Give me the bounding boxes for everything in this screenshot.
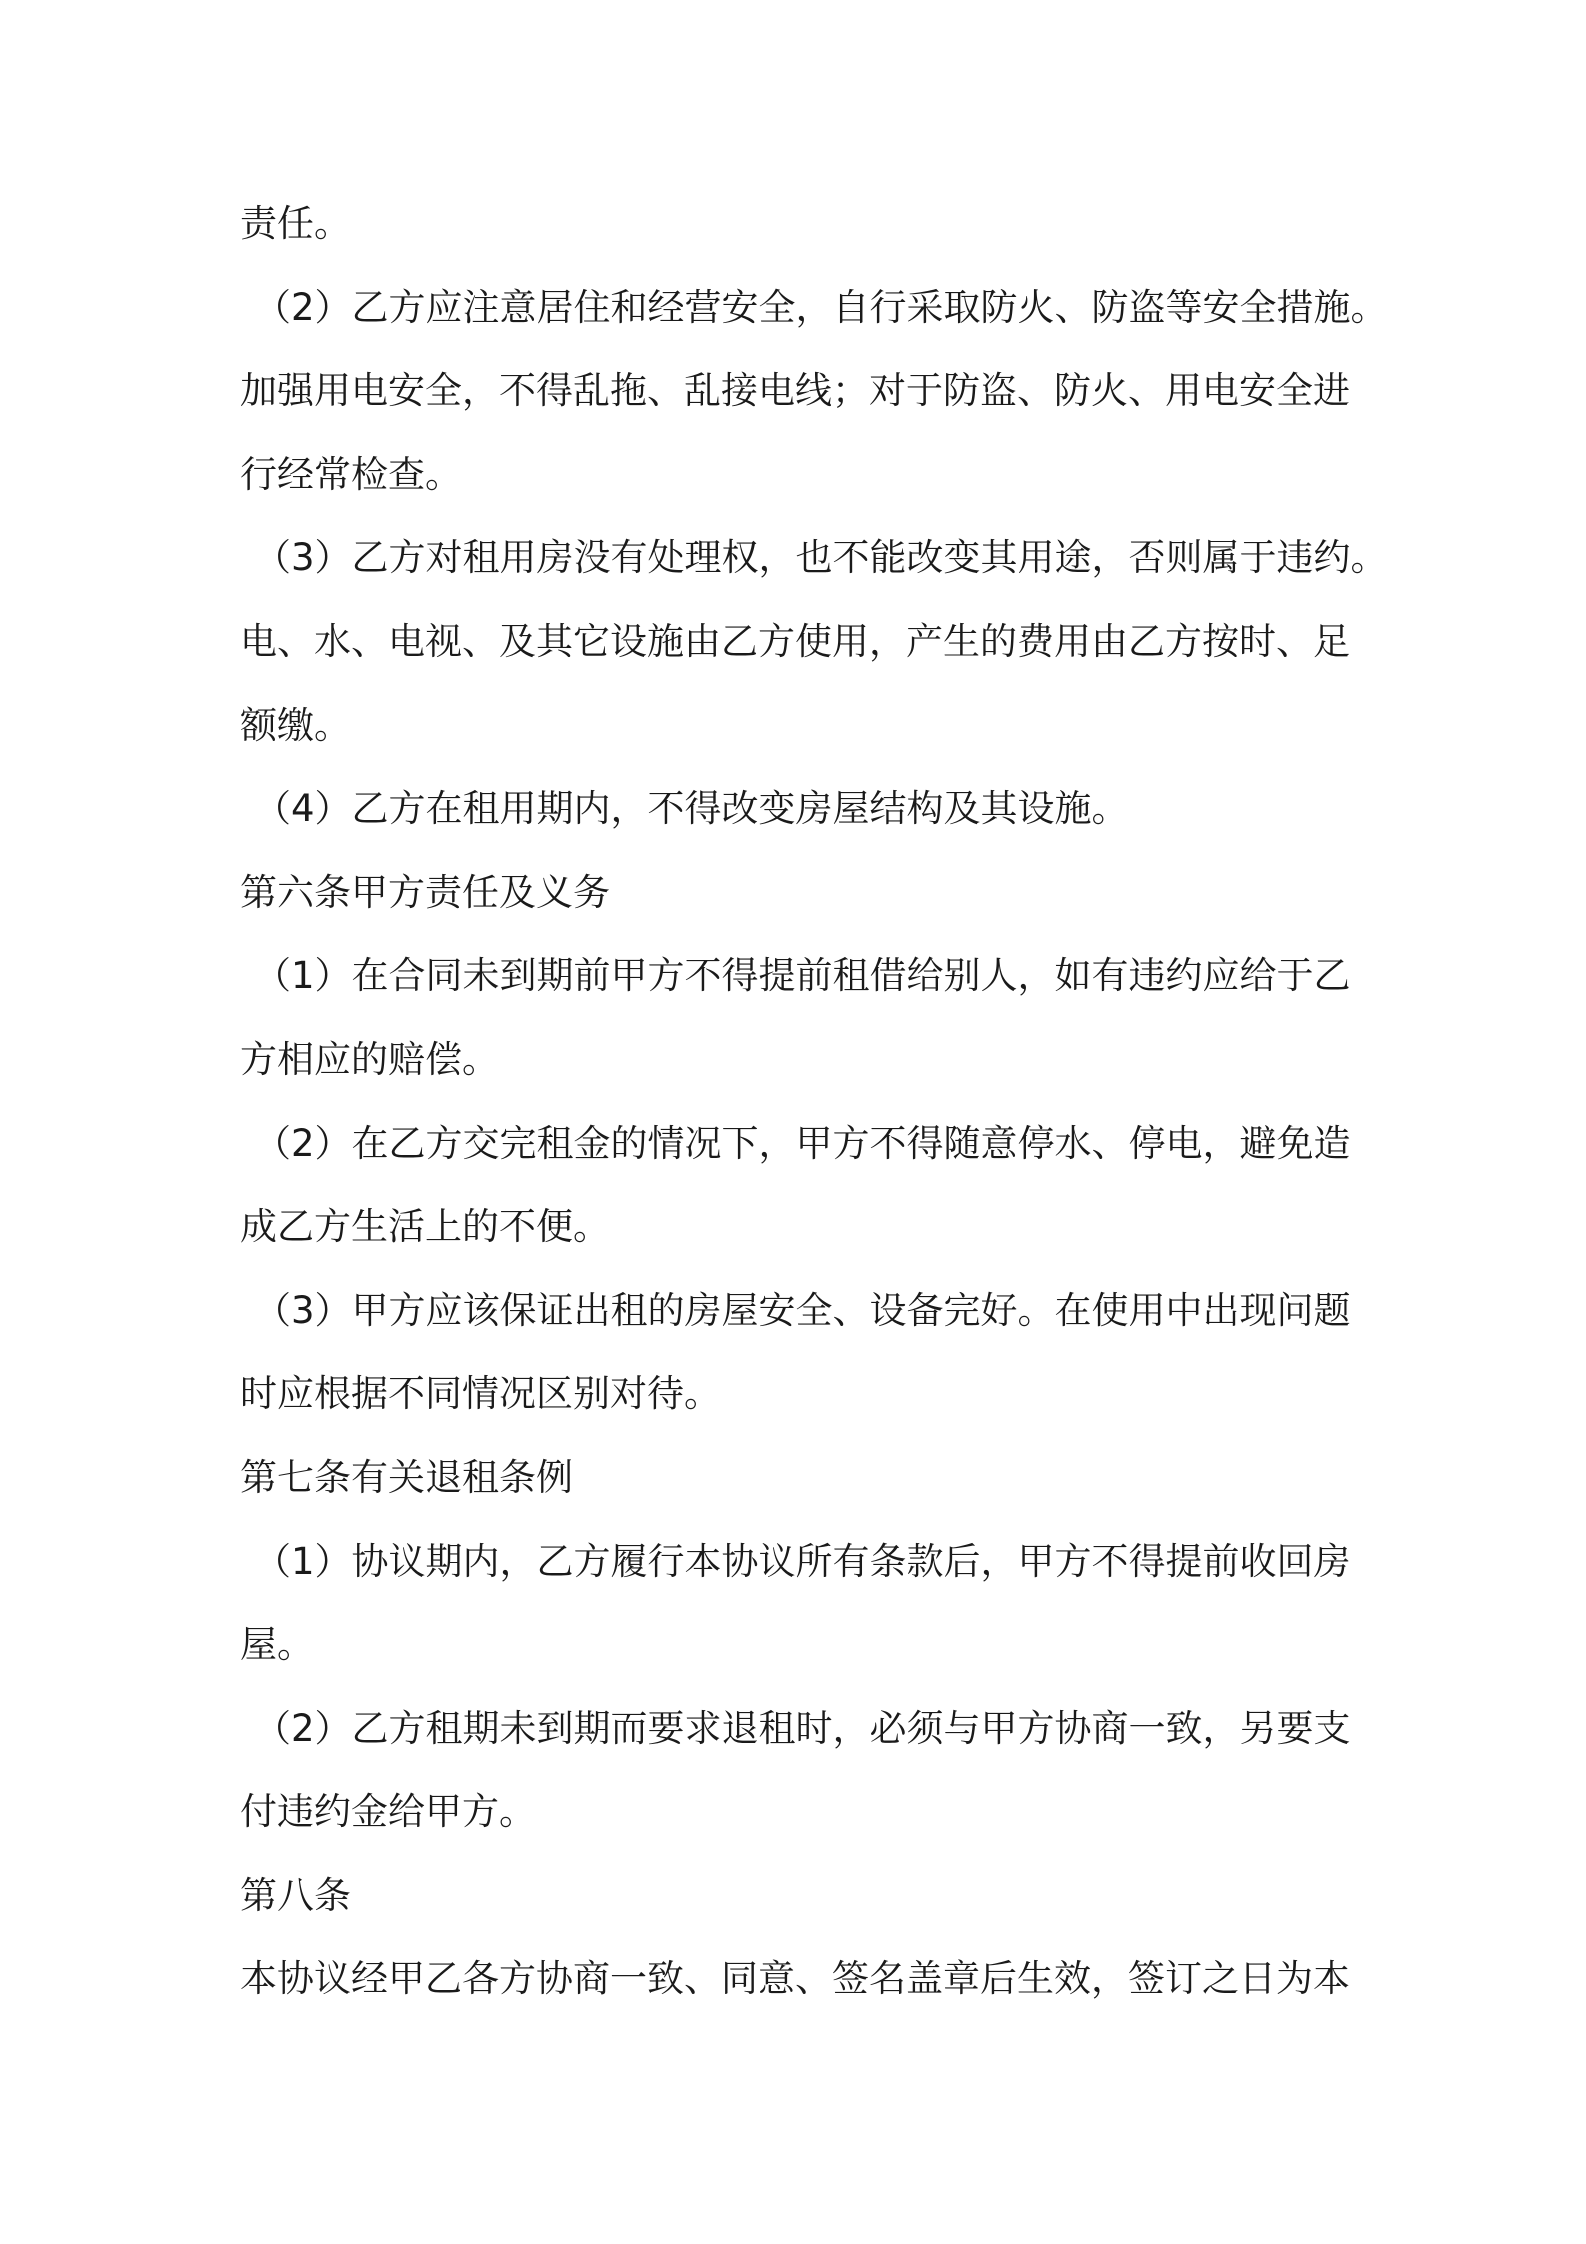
- text-line-11: 方相应的赔偿。: [240, 1037, 499, 1081]
- text-line-18: 屋。: [240, 1623, 314, 1667]
- text-line-12: （2）在乙方交完租金的情况下，甲方不得随意停水、停电，避免造: [254, 1121, 1351, 1165]
- section-heading-6: 第六条甲方责任及义务: [240, 870, 610, 914]
- document-page: [240, 182, 1388, 2021]
- text-line-14: （3）甲方应该保证出租的房屋安全、设备完好。在使用中出现问题: [254, 1288, 1351, 1332]
- text-line-10: （1）在合同未到期前甲方不得提前租借给别人，如有违约应给于乙: [254, 954, 1351, 998]
- text-line-7: 额缴。: [240, 703, 351, 747]
- section-heading-8: 第八条: [240, 1873, 351, 1917]
- text-line-6: 电、水、电视、及其它设施由乙方使用，产生的费用由乙方按时、足: [240, 619, 1350, 663]
- text-line-4: 行经常检查。: [240, 452, 462, 496]
- text-line-20: 付违约金给甲方。: [240, 1790, 536, 1834]
- section-heading-7: 第七条有关退租条例: [240, 1455, 573, 1499]
- text-line-3: 加强用电安全，不得乱拖、乱接电线；对于防盗、防火、用电安全进: [240, 369, 1350, 413]
- text-line-2: （2）乙方应注意居住和经营安全，自行采取防火、防盗等安全措施。: [254, 285, 1388, 329]
- text-line-22: 本协议经甲乙各方协商一致、同意、签名盖章后生效，签订之日为本: [240, 1957, 1350, 2001]
- text-line-19: （2）乙方租期未到期而要求退租时，必须与甲方协商一致，另要支: [254, 1706, 1351, 1750]
- text-line-15: 时应根据不同情况区别对待。: [240, 1372, 721, 1416]
- text-line-8: （4）乙方在租用期内，不得改变房屋结构及其设施。: [254, 787, 1129, 831]
- text-line-5: （3）乙方对租用房没有处理权，也不能改变其用途，否则属于违约。: [254, 536, 1388, 580]
- text-line-13: 成乙方生活上的不便。: [240, 1205, 610, 1249]
- text-line-17: （1）协议期内，乙方履行本协议所有条款后，甲方不得提前收回房: [254, 1539, 1351, 1583]
- text-line-1: 责任。: [240, 202, 351, 245]
